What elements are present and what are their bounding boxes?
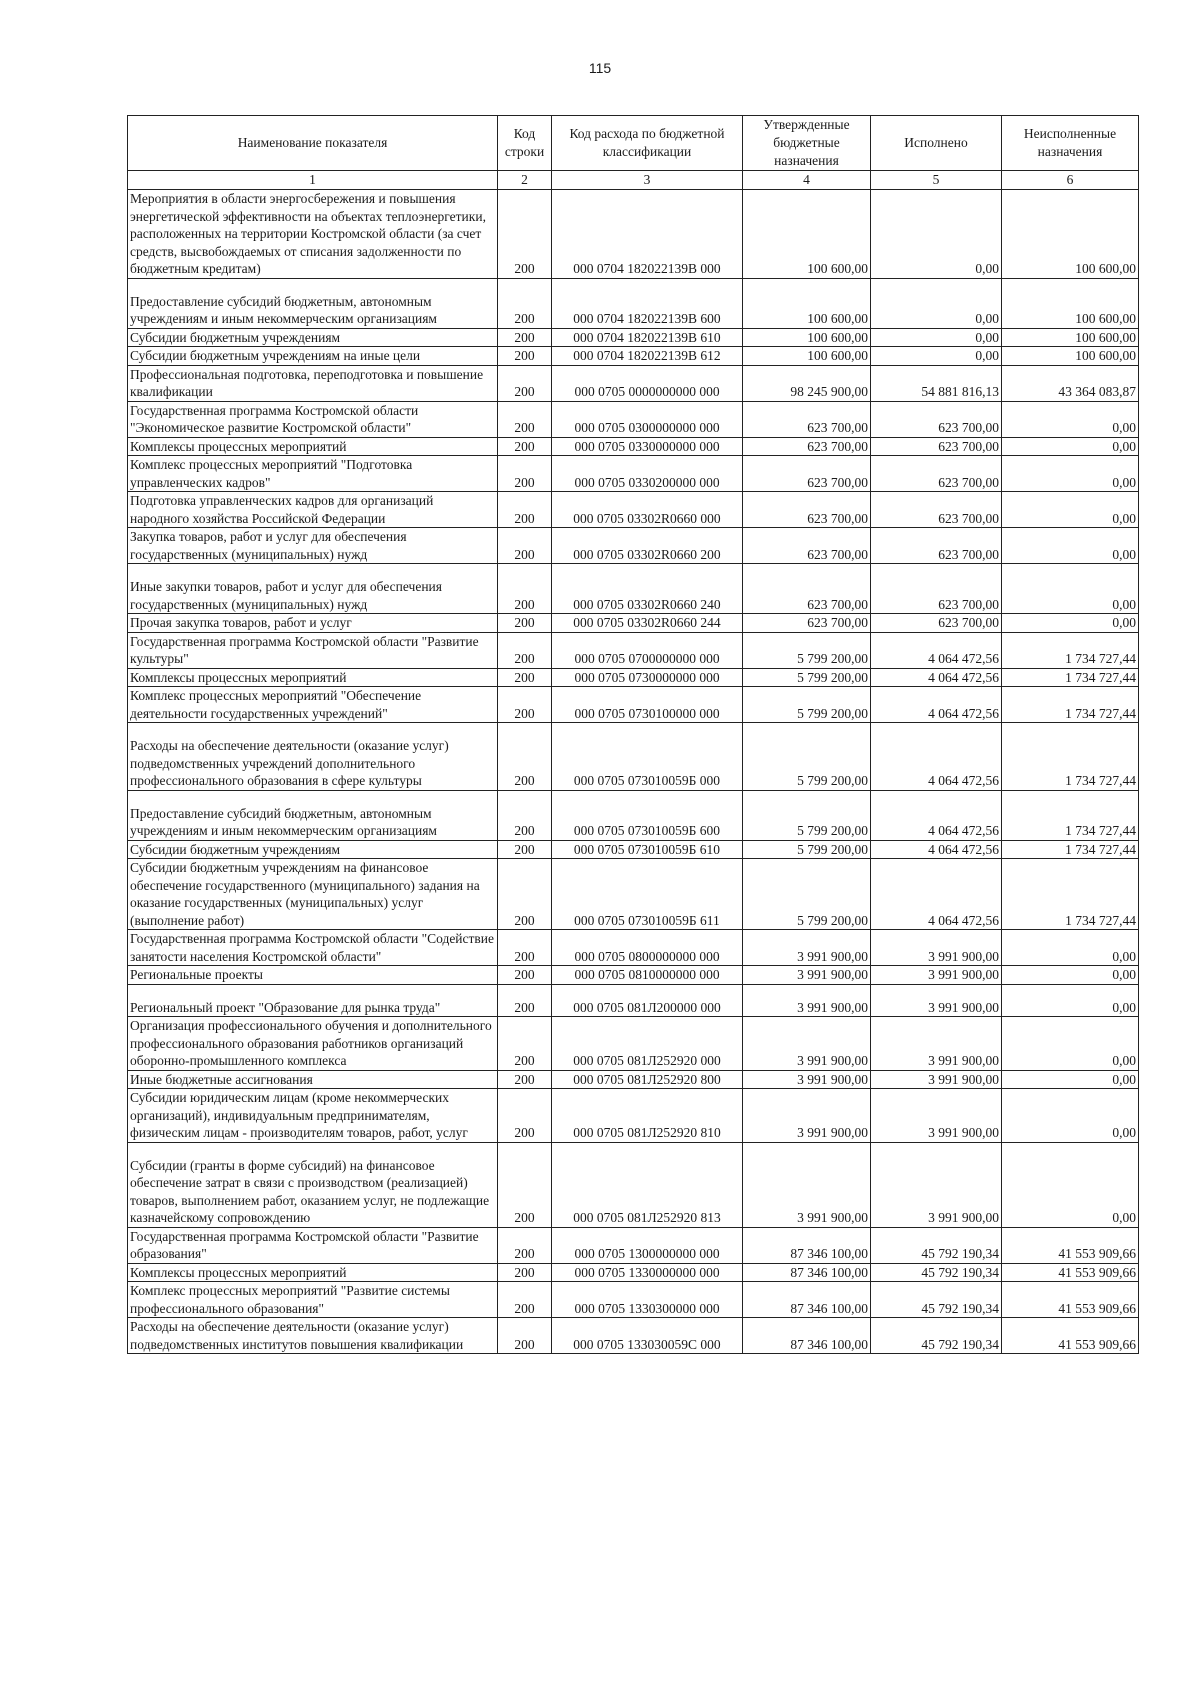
row-name-cell: Прочая закупка товаров, работ и услуг (128, 614, 498, 633)
row-unexecuted-cell: 43 364 083,87 (1002, 365, 1139, 401)
row-unexecuted-cell: 0,00 (1002, 528, 1139, 564)
row-approved-cell: 3 991 900,00 (743, 1089, 871, 1143)
row-unexecuted-cell: 41 553 909,66 (1002, 1227, 1139, 1263)
row-name-cell: Региональный проект "Образование для рынка труда" (128, 984, 498, 1017)
table-row (128, 668, 1139, 687)
row-executed-cell: 0,00 (871, 278, 1002, 328)
row-name-cell: Мероприятия в области энергосбережения и повышения энергетической эффективности на объектах теплоэнергетики, расположенных на территории Костромской области (за счет средств, высвобождаемых от списания задолженности по бюджетным кредитам) (128, 190, 498, 279)
row-line-code-cell: 200 (498, 564, 552, 614)
row-approved-cell: 3 991 900,00 (743, 966, 871, 985)
row-name-cell: Государственная программа Костромской области "Развитие культуры" (128, 632, 498, 668)
row-approved-cell: 5 799 200,00 (743, 723, 871, 791)
row-executed-cell: 3 991 900,00 (871, 930, 1002, 966)
row-approved-cell: 87 346 100,00 (743, 1227, 871, 1263)
table-row (128, 632, 1139, 668)
row-line-code-cell: 200 (498, 492, 552, 528)
row-approved-cell: 623 700,00 (743, 492, 871, 528)
table-row (128, 437, 1139, 456)
row-approved-cell: 87 346 100,00 (743, 1318, 871, 1354)
row-unexecuted-cell: 0,00 (1002, 614, 1139, 633)
row-line-code-cell: 200 (498, 347, 552, 366)
row-approved-cell: 623 700,00 (743, 456, 871, 492)
row-name-cell: Субсидии (гранты в форме субсидий) на финансовое обеспечение затрат в связи с производством (реализацией) товаров, выполнением работ, оказанием услуг, не подлежащие казначейскому сопровождению (128, 1142, 498, 1227)
row-approved-cell: 623 700,00 (743, 614, 871, 633)
column-number: 4 (743, 171, 871, 190)
row-unexecuted-cell: 1 734 727,44 (1002, 632, 1139, 668)
row-budget-code-cell: 000 0704 182022139В 600 (552, 278, 743, 328)
row-executed-cell: 3 991 900,00 (871, 966, 1002, 985)
row-executed-cell: 45 792 190,34 (871, 1282, 1002, 1318)
row-budget-code-cell: 000 0705 073010059Б 000 (552, 723, 743, 791)
header-line-code: Код строки (498, 116, 552, 171)
row-approved-cell: 5 799 200,00 (743, 632, 871, 668)
table-row (128, 1142, 1139, 1227)
table-row (128, 401, 1139, 437)
row-line-code-cell: 200 (498, 1017, 552, 1071)
row-unexecuted-cell: 1 734 727,44 (1002, 840, 1139, 859)
row-name-cell: Комплекс процессных мероприятий "Развитие системы профессионального образования" (128, 1282, 498, 1318)
row-unexecuted-cell: 0,00 (1002, 564, 1139, 614)
row-approved-cell: 623 700,00 (743, 401, 871, 437)
table-row (128, 966, 1139, 985)
row-executed-cell: 4 064 472,56 (871, 790, 1002, 840)
header-budget-code: Код расхода по бюджетной классификации (552, 116, 743, 171)
row-budget-code-cell: 000 0705 081Л252920 000 (552, 1017, 743, 1071)
row-line-code-cell: 200 (498, 328, 552, 347)
row-budget-code-cell: 000 0705 1300000000 000 (552, 1227, 743, 1263)
table-row (128, 528, 1139, 564)
row-line-code-cell: 200 (498, 456, 552, 492)
row-line-code-cell: 200 (498, 859, 552, 930)
row-unexecuted-cell: 1 734 727,44 (1002, 687, 1139, 723)
row-name-cell: Субсидии бюджетным учреждениям на иные цели (128, 347, 498, 366)
row-unexecuted-cell: 41 553 909,66 (1002, 1263, 1139, 1282)
row-name-cell: Закупка товаров, работ и услуг для обеспечения государственных (муниципальных) нужд (128, 528, 498, 564)
row-name-cell: Расходы на обеспечение деятельности (оказание услуг) подведомственных учреждений дополнительного профессионального образования в сфере культуры (128, 723, 498, 791)
row-unexecuted-cell: 0,00 (1002, 1070, 1139, 1089)
table-row (128, 840, 1139, 859)
row-approved-cell: 5 799 200,00 (743, 668, 871, 687)
column-number: 1 (128, 171, 498, 190)
row-unexecuted-cell: 100 600,00 (1002, 328, 1139, 347)
row-approved-cell: 100 600,00 (743, 328, 871, 347)
row-unexecuted-cell: 0,00 (1002, 437, 1139, 456)
page-number: 115 (588, 60, 612, 76)
row-budget-code-cell: 000 0705 0300000000 000 (552, 401, 743, 437)
row-executed-cell: 3 991 900,00 (871, 1070, 1002, 1089)
row-line-code-cell: 200 (498, 632, 552, 668)
row-line-code-cell: 200 (498, 1227, 552, 1263)
row-line-code-cell: 200 (498, 1142, 552, 1227)
row-unexecuted-cell: 1 734 727,44 (1002, 790, 1139, 840)
row-budget-code-cell: 000 0705 081Л252920 800 (552, 1070, 743, 1089)
row-line-code-cell: 200 (498, 840, 552, 859)
row-name-cell: Региональные проекты (128, 966, 498, 985)
row-executed-cell: 4 064 472,56 (871, 668, 1002, 687)
row-executed-cell: 3 991 900,00 (871, 1017, 1002, 1071)
table-row (128, 1017, 1139, 1071)
table-row (128, 365, 1139, 401)
row-name-cell: Комплексы процессных мероприятий (128, 1263, 498, 1282)
table-row (128, 1263, 1139, 1282)
row-name-cell: Предоставление субсидий бюджетным, автономным учреждениям и иным некоммерческим организациям (128, 278, 498, 328)
row-budget-code-cell: 000 0705 133030059С 000 (552, 1318, 743, 1354)
row-executed-cell: 4 064 472,56 (871, 840, 1002, 859)
row-budget-code-cell: 000 0705 03302R0660 000 (552, 492, 743, 528)
row-name-cell: Организация профессионального обучения и дополнительного профессионального образования работников организаций оборонно-промышленного комплекса (128, 1017, 498, 1071)
row-line-code-cell: 200 (498, 1070, 552, 1089)
row-budget-code-cell: 000 0704 182022139В 610 (552, 328, 743, 347)
row-approved-cell: 100 600,00 (743, 190, 871, 279)
table-row (128, 614, 1139, 633)
row-budget-code-cell: 000 0705 073010059Б 611 (552, 859, 743, 930)
row-unexecuted-cell: 1 734 727,44 (1002, 723, 1139, 791)
row-budget-code-cell: 000 0705 081Л200000 000 (552, 984, 743, 1017)
row-approved-cell: 5 799 200,00 (743, 790, 871, 840)
row-name-cell: Субсидии юридическим лицам (кроме некоммерческих организаций), индивидуальным предпринимателям, физическим лицам - производителям товаров, работ, услуг (128, 1089, 498, 1143)
table-row (128, 1282, 1139, 1318)
row-executed-cell: 54 881 816,13 (871, 365, 1002, 401)
table-body (128, 190, 1139, 1354)
row-line-code-cell: 200 (498, 930, 552, 966)
row-budget-code-cell: 000 0705 073010059Б 600 (552, 790, 743, 840)
row-approved-cell: 3 991 900,00 (743, 984, 871, 1017)
row-unexecuted-cell: 100 600,00 (1002, 347, 1139, 366)
row-line-code-cell: 200 (498, 984, 552, 1017)
row-executed-cell: 0,00 (871, 328, 1002, 347)
row-unexecuted-cell: 0,00 (1002, 1017, 1139, 1071)
table-row (128, 456, 1139, 492)
row-budget-code-cell: 000 0705 0730100000 000 (552, 687, 743, 723)
row-budget-code-cell: 000 0705 0730000000 000 (552, 668, 743, 687)
row-approved-cell: 87 346 100,00 (743, 1282, 871, 1318)
row-budget-code-cell: 000 0705 03302R0660 244 (552, 614, 743, 633)
row-executed-cell: 3 991 900,00 (871, 1089, 1002, 1143)
column-number: 2 (498, 171, 552, 190)
row-unexecuted-cell: 41 553 909,66 (1002, 1318, 1139, 1354)
row-budget-code-cell: 000 0705 0330000000 000 (552, 437, 743, 456)
row-approved-cell: 87 346 100,00 (743, 1263, 871, 1282)
header-executed: Исполнено (871, 116, 1002, 171)
row-unexecuted-cell: 41 553 909,66 (1002, 1282, 1139, 1318)
row-line-code-cell: 200 (498, 687, 552, 723)
row-approved-cell: 3 991 900,00 (743, 1142, 871, 1227)
row-unexecuted-cell: 0,00 (1002, 984, 1139, 1017)
row-name-cell: Субсидии бюджетным учреждениям (128, 840, 498, 859)
row-name-cell: Иные бюджетные ассигнования (128, 1070, 498, 1089)
row-name-cell: Государственная программа Костромской области "Развитие образования" (128, 1227, 498, 1263)
row-budget-code-cell: 000 0705 0800000000 000 (552, 930, 743, 966)
row-approved-cell: 623 700,00 (743, 528, 871, 564)
row-approved-cell: 623 700,00 (743, 564, 871, 614)
row-executed-cell: 3 991 900,00 (871, 1142, 1002, 1227)
row-line-code-cell: 200 (498, 401, 552, 437)
table-row (128, 278, 1139, 328)
row-name-cell: Субсидии бюджетным учреждениям (128, 328, 498, 347)
row-name-cell: Комплекс процессных мероприятий "Подготовка управленческих кадров" (128, 456, 498, 492)
table-row (128, 859, 1139, 930)
table-row (128, 492, 1139, 528)
row-name-cell: Государственная программа Костромской области "Экономическое развитие Костромской области" (128, 401, 498, 437)
row-unexecuted-cell: 0,00 (1002, 456, 1139, 492)
row-approved-cell: 3 991 900,00 (743, 930, 871, 966)
row-line-code-cell: 200 (498, 1318, 552, 1354)
row-unexecuted-cell: 0,00 (1002, 1089, 1139, 1143)
row-name-cell: Профессиональная подготовка, переподготовка и повышение квалификации (128, 365, 498, 401)
row-line-code-cell: 200 (498, 1282, 552, 1318)
row-budget-code-cell: 000 0704 182022139В 612 (552, 347, 743, 366)
table-row (128, 790, 1139, 840)
row-unexecuted-cell: 1 734 727,44 (1002, 668, 1139, 687)
row-executed-cell: 4 064 472,56 (871, 859, 1002, 930)
row-line-code-cell: 200 (498, 190, 552, 279)
row-budget-code-cell: 000 0705 073010059Б 610 (552, 840, 743, 859)
row-name-cell: Предоставление субсидий бюджетным, автономным учреждениям и иным некоммерческим организациям (128, 790, 498, 840)
row-approved-cell: 100 600,00 (743, 278, 871, 328)
table-row (128, 930, 1139, 966)
row-approved-cell: 5 799 200,00 (743, 859, 871, 930)
row-executed-cell: 45 792 190,34 (871, 1227, 1002, 1263)
row-approved-cell: 5 799 200,00 (743, 840, 871, 859)
row-name-cell: Комплекс процессных мероприятий "Обеспечение деятельности государственных учреждений" (128, 687, 498, 723)
row-budget-code-cell: 000 0705 1330000000 000 (552, 1263, 743, 1282)
row-executed-cell: 4 064 472,56 (871, 632, 1002, 668)
table-row (128, 328, 1139, 347)
table-row (128, 190, 1139, 279)
row-unexecuted-cell: 0,00 (1002, 966, 1139, 985)
row-line-code-cell: 200 (498, 966, 552, 985)
row-line-code-cell: 200 (498, 1089, 552, 1143)
row-budget-code-cell: 000 0705 0700000000 000 (552, 632, 743, 668)
table-row (128, 1070, 1139, 1089)
row-line-code-cell: 200 (498, 365, 552, 401)
row-executed-cell: 4 064 472,56 (871, 723, 1002, 791)
row-unexecuted-cell: 100 600,00 (1002, 278, 1139, 328)
table-row (128, 1318, 1139, 1354)
header-approved: Утвержденные бюджетные назначения (743, 116, 871, 171)
row-executed-cell: 4 064 472,56 (871, 687, 1002, 723)
row-approved-cell: 623 700,00 (743, 437, 871, 456)
row-executed-cell: 623 700,00 (871, 401, 1002, 437)
table-row (128, 1089, 1139, 1143)
row-budget-code-cell: 000 0705 0330200000 000 (552, 456, 743, 492)
row-budget-code-cell: 000 0705 081Л252920 810 (552, 1089, 743, 1143)
row-name-cell: Комплексы процессных мероприятий (128, 668, 498, 687)
row-unexecuted-cell: 100 600,00 (1002, 190, 1139, 279)
row-executed-cell: 3 991 900,00 (871, 984, 1002, 1017)
row-unexecuted-cell: 0,00 (1002, 492, 1139, 528)
row-executed-cell: 45 792 190,34 (871, 1263, 1002, 1282)
row-name-cell: Комплексы процессных мероприятий (128, 437, 498, 456)
row-executed-cell: 623 700,00 (871, 456, 1002, 492)
column-number: 6 (1002, 171, 1139, 190)
column-number-row (128, 171, 1139, 190)
budget-execution-table (127, 115, 1139, 1354)
table-row (128, 687, 1139, 723)
header-unexecuted: Неисполненные назначения (1002, 116, 1139, 171)
row-budget-code-cell: 000 0705 081Л252920 813 (552, 1142, 743, 1227)
row-line-code-cell: 200 (498, 668, 552, 687)
row-name-cell: Расходы на обеспечение деятельности (оказание услуг) подведомственных институтов повышения квалификации (128, 1318, 498, 1354)
row-line-code-cell: 200 (498, 614, 552, 633)
row-line-code-cell: 200 (498, 1263, 552, 1282)
row-name-cell: Иные закупки товаров, работ и услуг для обеспечения государственных (муниципальных) нужд (128, 564, 498, 614)
row-approved-cell: 5 799 200,00 (743, 687, 871, 723)
row-budget-code-cell: 000 0705 0000000000 000 (552, 365, 743, 401)
row-line-code-cell: 200 (498, 278, 552, 328)
row-approved-cell: 98 245 900,00 (743, 365, 871, 401)
table-row (128, 347, 1139, 366)
row-executed-cell: 45 792 190,34 (871, 1318, 1002, 1354)
row-unexecuted-cell: 1 734 727,44 (1002, 859, 1139, 930)
row-executed-cell: 0,00 (871, 190, 1002, 279)
row-unexecuted-cell: 0,00 (1002, 930, 1139, 966)
row-budget-code-cell: 000 0705 03302R0660 240 (552, 564, 743, 614)
row-budget-code-cell: 000 0705 03302R0660 200 (552, 528, 743, 564)
row-executed-cell: 623 700,00 (871, 437, 1002, 456)
row-approved-cell: 100 600,00 (743, 347, 871, 366)
row-name-cell: Подготовка управленческих кадров для организаций народного хозяйства Российской Федерации (128, 492, 498, 528)
header-row (128, 116, 1139, 171)
row-budget-code-cell: 000 0705 0810000000 000 (552, 966, 743, 985)
table-row (128, 1227, 1139, 1263)
row-name-cell: Субсидии бюджетным учреждениям на финансовое обеспечение государственного (муниципального) задания на оказание государственных (муниципальных) услуг (выполнение работ) (128, 859, 498, 930)
table-row (128, 723, 1139, 791)
row-approved-cell: 3 991 900,00 (743, 1017, 871, 1071)
header-name: Наименование показателя (128, 116, 498, 171)
row-line-code-cell: 200 (498, 790, 552, 840)
column-number: 5 (871, 171, 1002, 190)
row-unexecuted-cell: 0,00 (1002, 1142, 1139, 1227)
row-approved-cell: 3 991 900,00 (743, 1070, 871, 1089)
table-row (128, 564, 1139, 614)
row-unexecuted-cell: 0,00 (1002, 401, 1139, 437)
row-executed-cell: 623 700,00 (871, 614, 1002, 633)
row-executed-cell: 0,00 (871, 347, 1002, 366)
row-name-cell: Государственная программа Костромской области "Содействие занятости населения Костромской области" (128, 930, 498, 966)
row-executed-cell: 623 700,00 (871, 528, 1002, 564)
row-line-code-cell: 200 (498, 723, 552, 791)
row-line-code-cell: 200 (498, 437, 552, 456)
row-budget-code-cell: 000 0705 1330300000 000 (552, 1282, 743, 1318)
table-row (128, 984, 1139, 1017)
column-number: 3 (552, 171, 743, 190)
row-budget-code-cell: 000 0704 182022139В 000 (552, 190, 743, 279)
row-executed-cell: 623 700,00 (871, 564, 1002, 614)
row-executed-cell: 623 700,00 (871, 492, 1002, 528)
row-line-code-cell: 200 (498, 528, 552, 564)
